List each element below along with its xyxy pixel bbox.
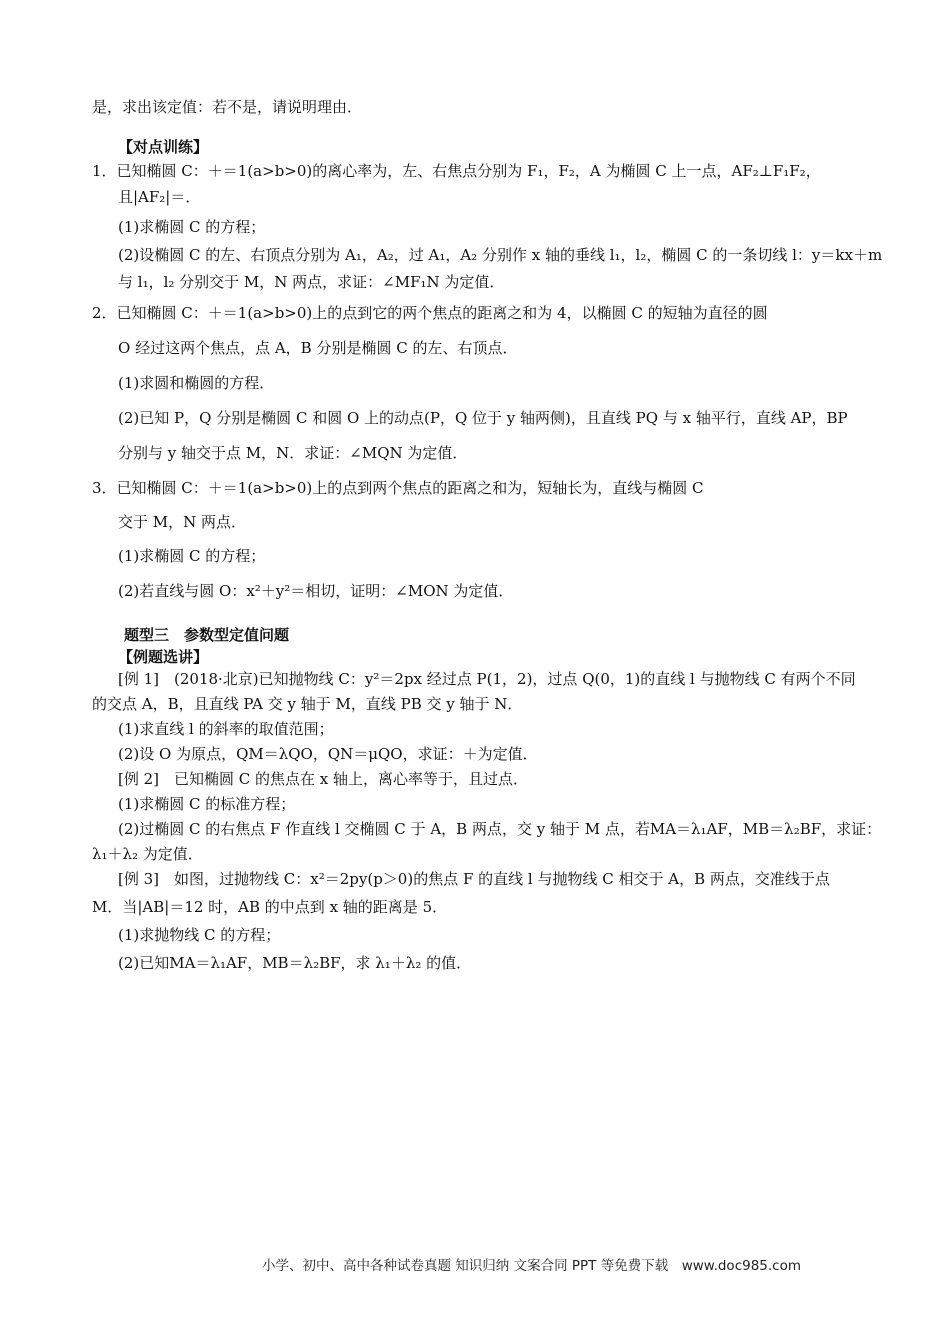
text-line: M．当|AB|＝12 时，AB 的中点到 x 轴的距离是 5． [92, 898, 448, 916]
text-line: (2)已知MA＝λ₁AF，MB＝λ₂BF，求 λ₁＋λ₂ 的值． [118, 954, 472, 972]
text-line: [例 1] (2018·北京)已知抛物线 C：y²＝2px 经过点 P(1，2)，过点 Q(0，1)的直线 l 与抛物线 C 有两个不同 [118, 670, 856, 688]
text-line: (1)求抛物线 C 的方程； [118, 926, 281, 944]
text-line: (2)过椭圆 C 的右焦点 F 作直线 l 交椭圆 C 于 A，B 两点，交 y 轴于 M 点，若MA＝λ₁AF，MB＝λ₂BF，求证： [118, 820, 882, 838]
text-line: 是，求出该定值：若不是，请说明理由． [92, 98, 363, 116]
text-line: 且|AF₂|＝． [118, 188, 201, 206]
section-heading: 【对点训练】 [118, 138, 209, 156]
text-line: O 经过这两个焦点，点 A，B 分别是椭圆 C 的左、右顶点． [118, 339, 518, 357]
text-line: 与 l₁，l₂ 分别交于 M，N 两点，求证：∠MF₁N 为定值． [118, 273, 505, 291]
text-line: (2)设椭圆 C 的左、右顶点分别为 A₁，A₂，过 A₁，A₂ 分别作 x 轴的垂线 l₁，l₂，椭圆 C 的一条切线 l：y＝kx＋m [118, 246, 883, 264]
text-line: 交于 M，N 两点． [118, 513, 247, 531]
text-line: (1)求圆和椭圆的方程． [118, 374, 275, 392]
text-line: 分别与 y 轴交于点 M，N．求证：∠MQN 为定值． [118, 444, 468, 462]
text-line: 1．已知椭圆 C：＋＝1(a>b>0)的离心率为，左、右焦点分别为 F₁，F₂，A 为椭圆 C 上一点，AF₂⊥F₁F₂， [92, 162, 821, 180]
page-footer: 小学、初中、高中各种试卷真题 知识归纳 文案合同 PPT 等免费下载 www.doc985.com [262, 1258, 802, 1274]
text-line: (2)设 O 为原点，QM＝λQO，QN＝μQO，求证：＋为定值． [118, 745, 538, 763]
text-line: (1)求直线 l 的斜率的取值范围； [118, 720, 334, 738]
text-line: [例 2] 已知椭圆 C 的焦点在 x 轴上，离心率等于，且过点． [118, 770, 529, 788]
text-line: (2)若直线与圆 O：x²＋y²＝相切，证明：∠MON 为定值． [118, 582, 514, 600]
section-heading: 【例题选讲】 [118, 648, 209, 666]
text-line: 2．已知椭圆 C：＋＝1(a>b>0)上的点到它的两个焦点的距离之和为 4，以椭圆 C 的短轴为直径的圆 [92, 304, 768, 322]
section-heading: 题型三 参数型定值问题 [124, 626, 290, 644]
text-line: 的交点 A，B，且直线 PA 交 y 轴于 M，直线 PB 交 y 轴于 N． [92, 695, 523, 713]
text-line: λ₁＋λ₂ 为定值． [92, 845, 203, 863]
text-line: (1)求椭圆 C 的标准方程； [118, 795, 296, 813]
text-line: (1)求椭圆 C 的方程； [118, 218, 266, 236]
text-line: (1)求椭圆 C 的方程； [118, 547, 266, 565]
text-line: (2)已知 P，Q 分别是椭圆 C 和圆 O 上的动点(P，Q 位于 y 轴两侧)，且直线 PQ 与 x 轴平行，直线 AP，BP [118, 409, 848, 427]
text-line: [例 3] 如图，过抛物线 C：x²＝2py(p＞0)的焦点 F 的直线 l 与抛物线 C 相交于 A，B 两点，交准线于点 [118, 870, 830, 888]
text-line: 3．已知椭圆 C：＋＝1(a>b>0)上的点到两个焦点的距离之和为，短轴长为，直线与椭圆 C [92, 479, 704, 497]
